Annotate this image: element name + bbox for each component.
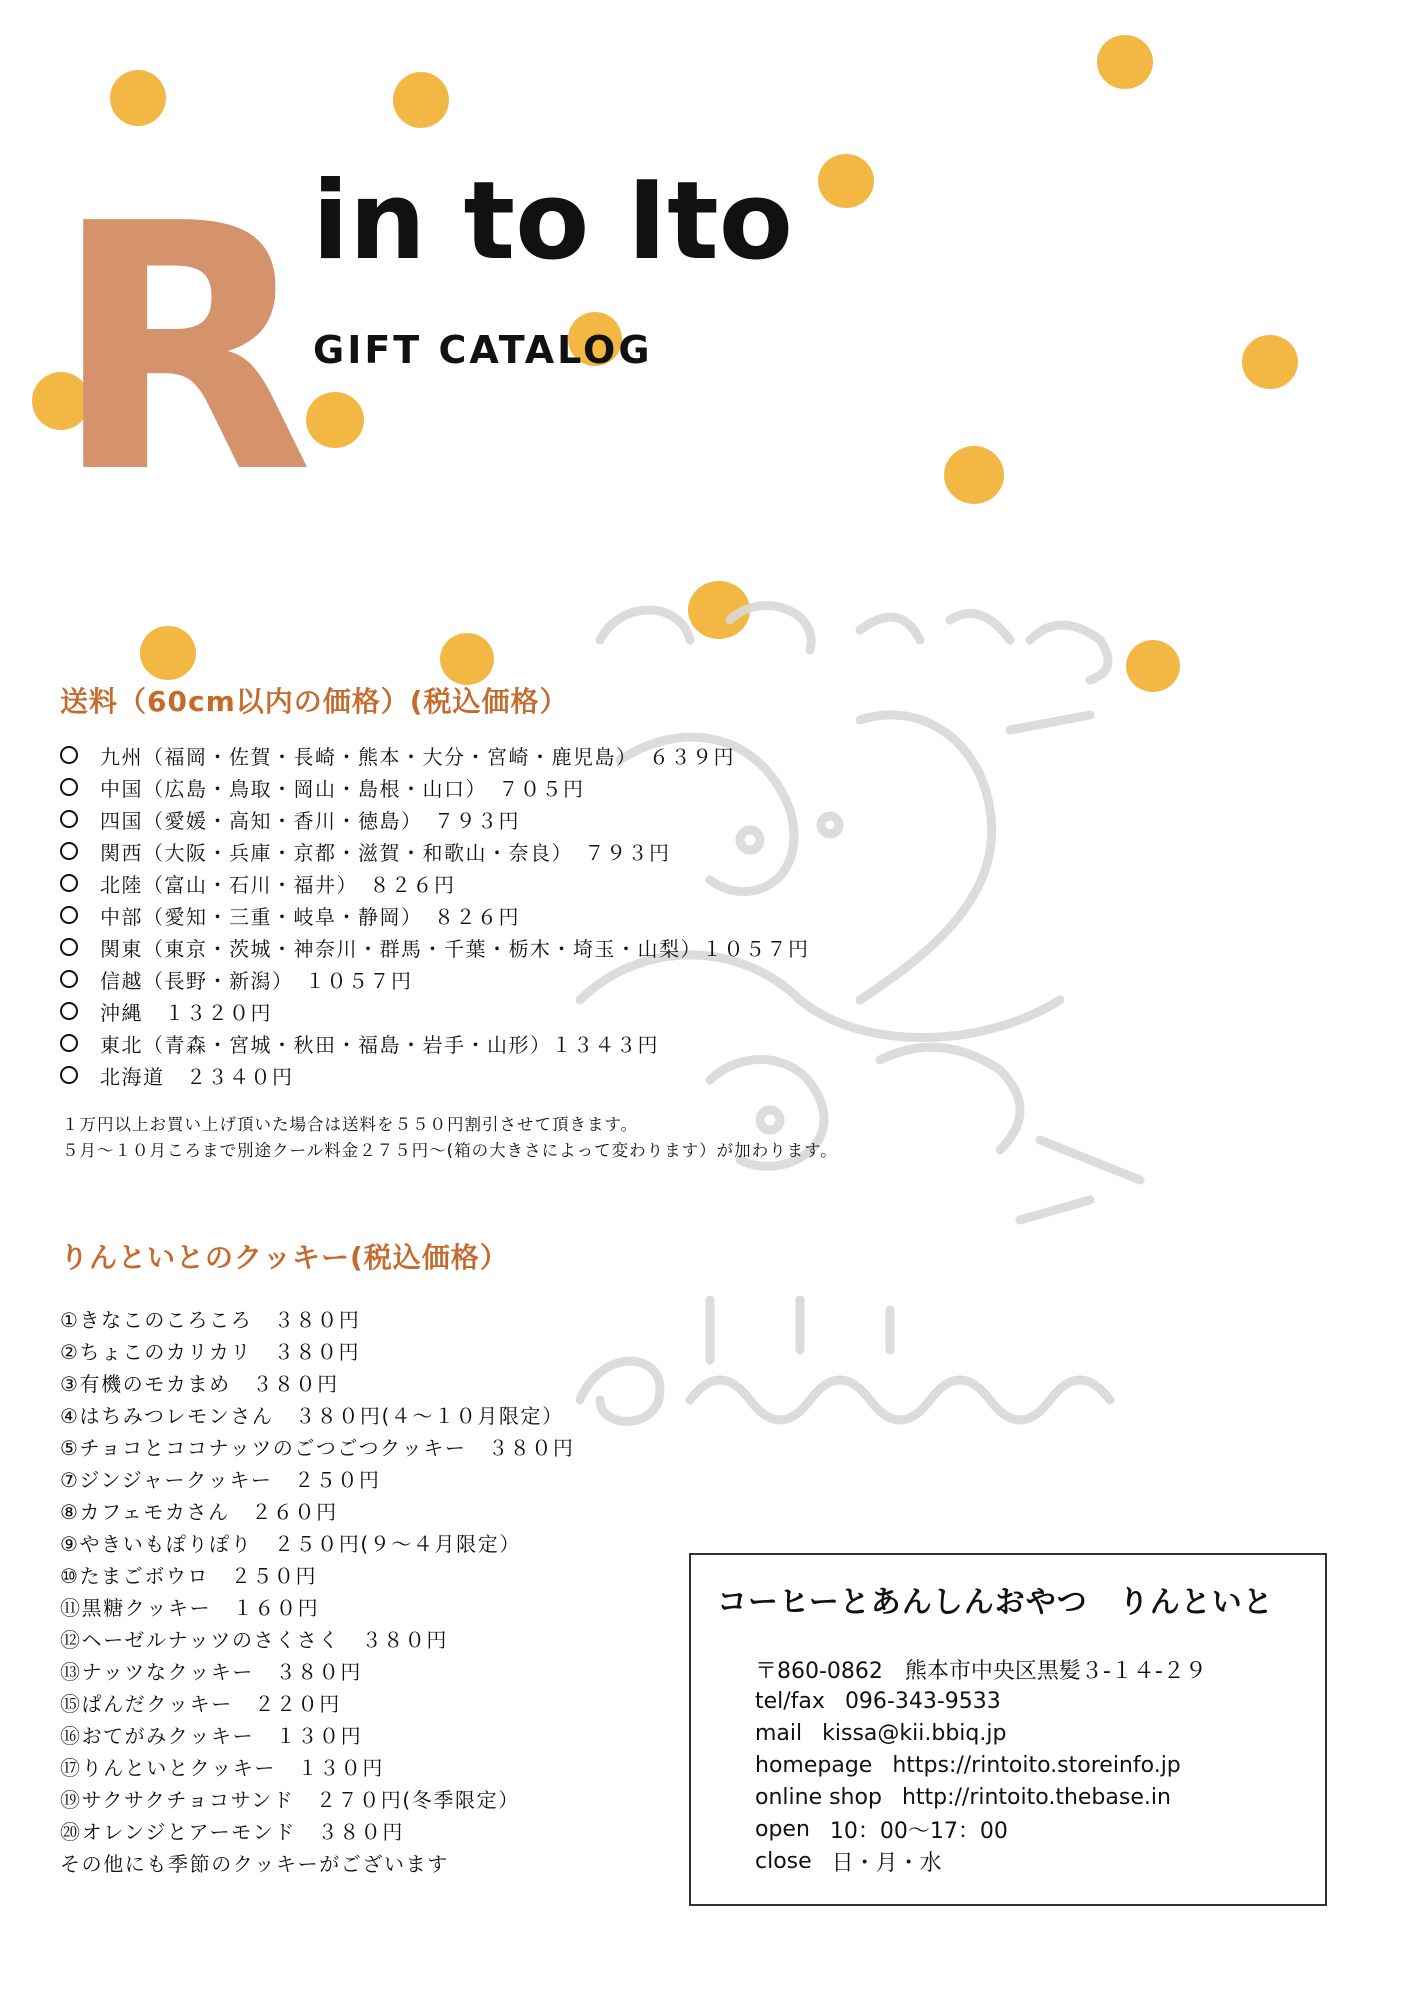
list-item [60,835,810,867]
shop-info-box [689,1553,1327,1906]
decorative-dot [393,72,449,128]
list-item: ⑯おてがみクッキー １３０円 [60,1723,363,1748]
list-item [60,995,810,1027]
circle-bullet-icon [60,810,78,828]
shop-contact-list [755,1653,1207,1877]
circle-bullet-icon [60,1002,78,1020]
catalog-subtitle: GIFT CATALOG [313,328,653,372]
shipping-list [60,739,810,1091]
list-item [60,1027,810,1059]
tel-label: tel/fax [755,1688,825,1714]
decorative-dot [440,633,494,685]
list-item: ⑲サクサクチョコサンド ２７０円(冬季限定） [60,1787,520,1812]
mail-value: kissa@kii.bbiq.jp [822,1720,1007,1746]
shipping-notes [62,1112,838,1164]
closed-days-line [755,1845,1207,1877]
address-line [755,1653,1207,1685]
close-label: close [755,1848,812,1874]
open-hours-line [755,1813,1207,1845]
shipping-item: 中国（広島・鳥取・岡山・島根・山口） ７０５円 [100,776,585,801]
circle-bullet-icon [60,1034,78,1052]
shipping-heading: 送料（60cm以内の価格）(税込価格） [60,685,569,718]
decorative-dot [1242,335,1298,389]
list-item: その他にも季節のクッキーがございます [60,1851,449,1876]
list-item [60,771,810,803]
open-value: 10：00〜17：00 [829,1818,1008,1844]
open-label: open [755,1816,810,1842]
decorative-dot [140,626,196,680]
cookies-heading: りんといとのクッキー(税込価格） [60,1241,509,1274]
list-item [60,931,810,963]
shipping-item: 沖縄 １３２０円 [100,1000,272,1025]
shipping-item: 九州（福岡・佐賀・長崎・熊本・大分・宮崎・鹿児島） ６３９円 [100,744,735,769]
decorative-dot [818,154,874,208]
circle-bullet-icon [60,1066,78,1084]
online-shop-label: online shop [755,1784,882,1810]
list-item: ⑦ジンジャークッキー ２５０円 [60,1467,381,1492]
shipping-item: 中部（愛知・三重・岐阜・静岡） ８２６円 [100,904,520,929]
homepage-line [755,1749,1207,1781]
list-item: ⑧カフェモカさん ２６０円 [60,1499,338,1524]
shop-name-heading: コーヒーとあんしんおやつ りんといと [717,1585,1274,1620]
brand-title: in to Ito [312,159,793,284]
tel-line [755,1685,1207,1717]
online-shop-line [755,1781,1207,1813]
mail-label: mail [755,1720,803,1746]
list-item: ⑮ぱんだクッキー ２２０円 [60,1691,341,1716]
list-item [60,803,810,835]
list-item: ④はちみつレモンさん ３８０円(４〜１０月限定） [60,1403,564,1428]
mail-line [755,1717,1207,1749]
list-item: ⑤チョコとココナッツのごつごつクッキー ３８０円 [60,1435,575,1460]
cookie-list [60,1302,575,1878]
tel-value: 096-343-9533 [844,1688,1001,1714]
circle-bullet-icon [60,938,78,956]
homepage-value: https://rintoito.storeinfo.jp [892,1752,1181,1778]
shipping-item: 関東（東京・茨城・神奈川・群馬・千葉・栃木・埼玉・山梨）１０５７円 [100,936,810,961]
decorative-dot [944,446,1004,504]
close-value: 日・月・水 [831,1850,942,1876]
circle-bullet-icon [60,906,78,924]
online-shop-value: http://rintoito.thebase.in [901,1784,1171,1810]
cool-fee-note: ５月〜１０月ころまで別途クール料金２７５円〜(箱の大きさによって変わります）が加わります。 [62,1141,838,1160]
list-item [60,1059,810,1091]
circle-bullet-icon [60,874,78,892]
shipping-item: 東北（青森・宮城・秋田・福島・岩手・山形）１３４３円 [100,1032,659,1057]
list-item: ②ちょこのカリカリ ３８０円 [60,1339,361,1364]
decorative-dot [1097,35,1153,89]
list-item: ⑰りんといとクッキー １３０円 [60,1755,384,1780]
list-item: ①きなこのころころ ３８０円 [60,1307,361,1332]
list-item [60,867,810,899]
homepage-label: homepage [755,1752,873,1778]
list-item [60,963,810,995]
list-item: ⑳オレンジとアーモンド ３８０円 [60,1819,404,1844]
circle-bullet-icon [60,842,78,860]
list-item: ⑫ヘーゼルナッツのさくさく ３８０円 [60,1627,448,1652]
list-item [60,739,810,771]
circle-bullet-icon [60,778,78,796]
shipping-item: 信越（長野・新潟） １０５７円 [100,968,413,993]
list-item: ⑩たまごボウロ ２５０円 [60,1563,318,1588]
shipping-item: 北陸（富山・石川・福井） ８２６円 [100,872,456,897]
decorative-dot [110,70,166,126]
list-item: ⑪黒糖クッキー １６０円 [60,1595,320,1620]
list-item [60,899,810,931]
discount-note: １万円以上お買い上げ頂いた場合は送料を５５０円割引させて頂きます。 [62,1115,639,1134]
address-text: 〒860-0862 熊本市中央区黒髪３-１４-２９ [755,1658,1207,1684]
shipping-item: 四国（愛媛・高知・香川・徳島） ７９３円 [100,808,520,833]
logo-initial: R [52,152,306,548]
shipping-item: 関西（大阪・兵庫・京都・滋賀・和歌山・奈良） ７９３円 [100,840,671,865]
list-item: ⑬ナッツなクッキー ３８０円 [60,1659,362,1684]
circle-bullet-icon [60,746,78,764]
decorative-dot [306,392,364,448]
list-item: ③有機のモカまめ ３８０円 [60,1371,339,1396]
shipping-item: 北海道 ２３４０円 [100,1064,294,1089]
list-item: ⑨やきいもぽりぽり ２５０円(９〜４月限定） [60,1531,521,1556]
circle-bullet-icon [60,970,78,988]
